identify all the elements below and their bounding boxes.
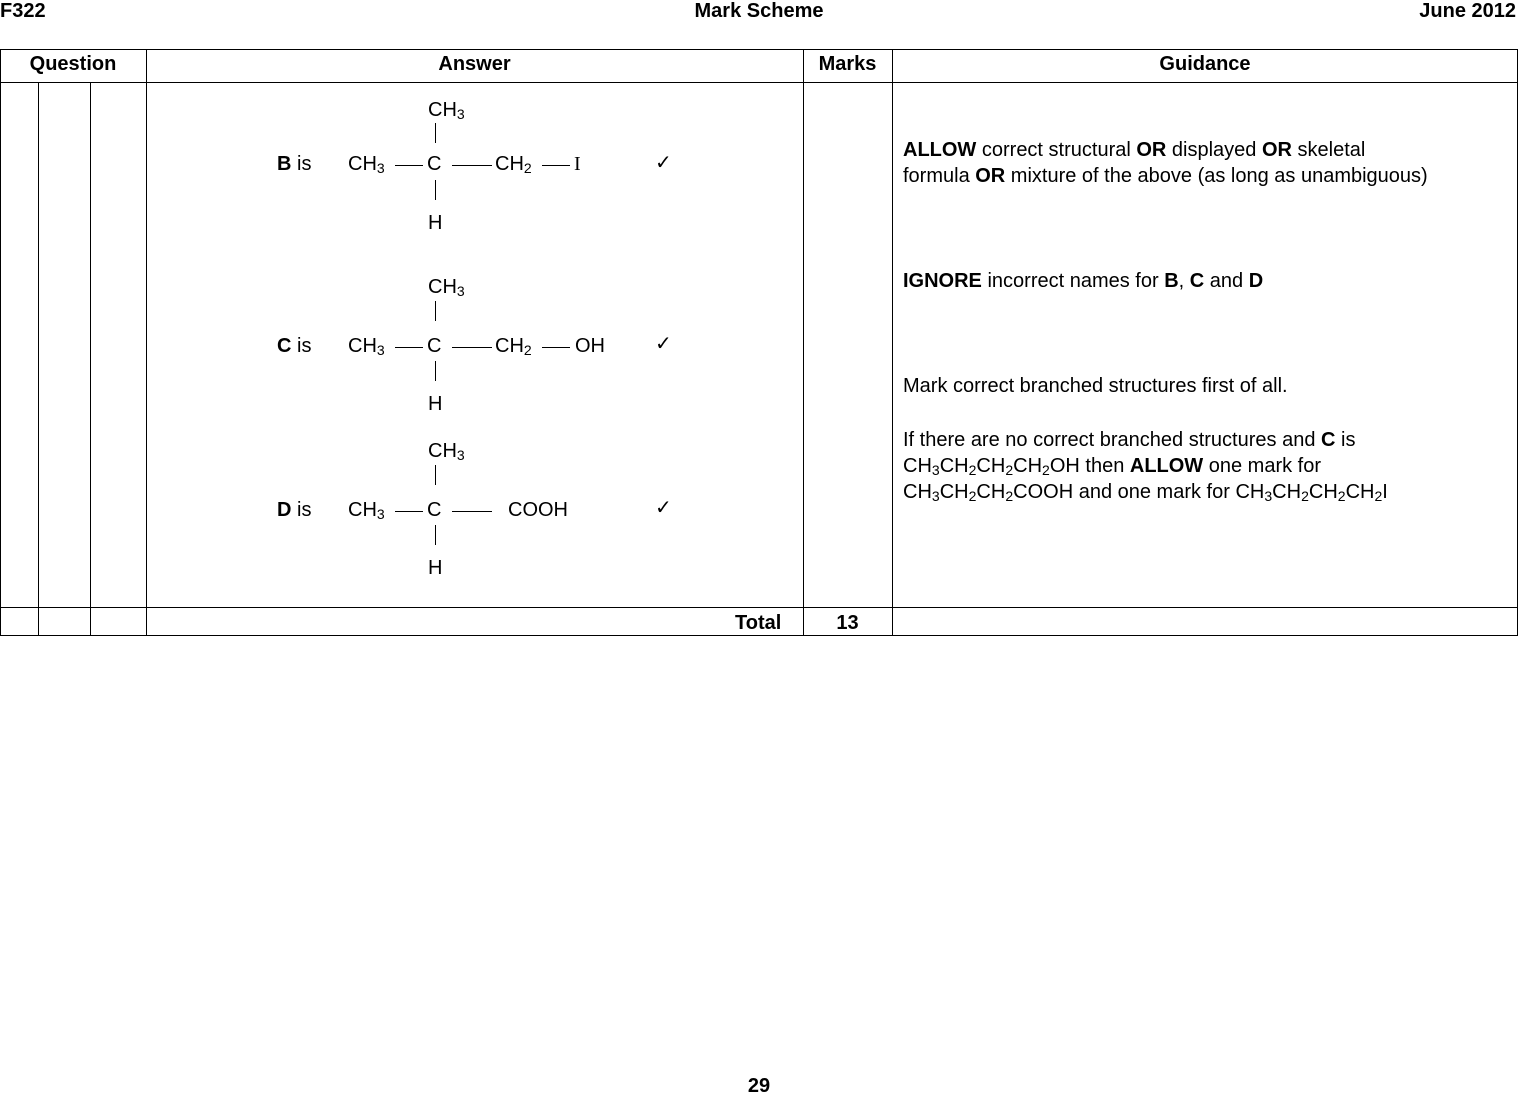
hydrogen-atom: H [428, 212, 443, 234]
compound-label: C is [277, 335, 312, 357]
methylene-group: $CH_2$ [495, 335, 532, 358]
methyl-branch: $CH_3$ [428, 440, 465, 463]
central-carbon: C [427, 499, 442, 521]
guidance-mark-first-note: Mark correct branched structures first of all. [903, 375, 1288, 397]
column-header-marks: Marks [818, 53, 877, 75]
methylene-group: $CH_2$ [495, 153, 532, 176]
total-marks: 13 [836, 612, 859, 634]
methyl-group: $CH_3$ [348, 499, 385, 522]
formula: $CH_3CH_2CH_2CH_2I$ [1235, 481, 1388, 504]
methyl-branch: $CH_3$ [428, 276, 465, 299]
hydrogen-atom: H [428, 393, 443, 415]
paper-code: F322 [0, 0, 46, 22]
hydroxyl-group: OH [575, 335, 605, 357]
guidance-ignore-note: IGNORE incorrect names for B, C and D [903, 270, 1264, 292]
tick-mark: ✓ [655, 150, 672, 174]
tick-mark: ✓ [655, 495, 672, 519]
methyl-group: $CH_3$ [348, 153, 385, 176]
column-header-question: Question [29, 53, 117, 75]
central-carbon: C [427, 153, 442, 175]
document-title: Mark Scheme [694, 0, 824, 22]
formula: $CH_3CH_2CH_2CH_2OH$ [903, 455, 1080, 478]
hydrogen-atom: H [428, 557, 443, 579]
guidance-allow-note: ALLOW correct structural OR displayed OR skeletal formula OR mixture of the above (as long as unambiguous) [903, 139, 1428, 187]
total-label: Total [735, 612, 782, 634]
exam-date: June 2012 [1419, 0, 1516, 22]
methyl-group: $CH_3$ [348, 335, 385, 358]
compound-label: D is [277, 499, 312, 521]
compound-label: B is [277, 153, 312, 175]
column-header-answer: Answer [438, 53, 511, 75]
methyl-branch: $CH_3$ [428, 99, 465, 122]
formula: $CH_3CH_2CH_2COOH$ [903, 481, 1074, 504]
guidance-alternative-note: If there are no correct branched structures and C is $CH_3CH_2CH_2CH_2OH$ then ALLOW one mark for $CH_3CH_2CH_2COOH$ and one mark for $CH_3CH_2CH_2CH_2I$ [903, 429, 1388, 504]
iodine-atom: I [574, 153, 581, 175]
column-header-guidance: Guidance [1159, 53, 1251, 75]
page-number: 29 [747, 1075, 771, 1097]
carboxyl-group: COOH [508, 499, 568, 521]
central-carbon: C [427, 335, 442, 357]
tick-mark: ✓ [655, 331, 672, 355]
